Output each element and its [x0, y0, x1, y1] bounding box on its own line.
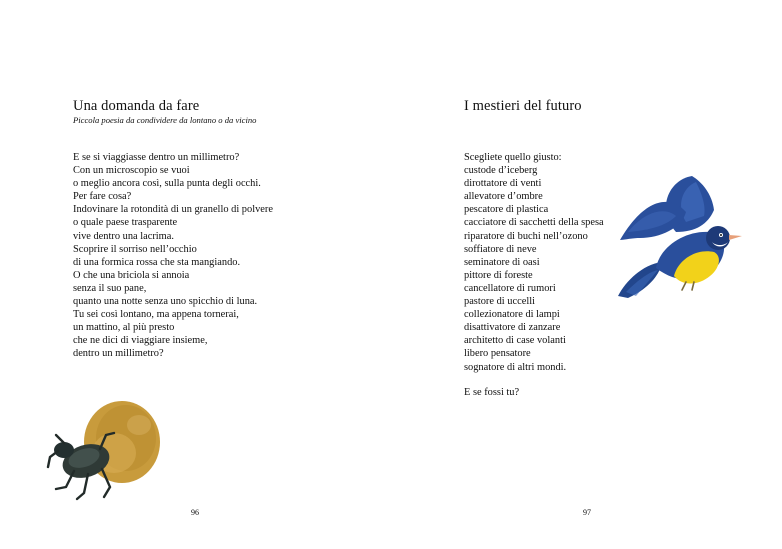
poem-line: dentro un millimetro? [73, 348, 164, 360]
page-number: 96 [191, 508, 199, 517]
poem-line: o meglio ancora così, sulla punta degli occhi. [73, 178, 261, 190]
closing-line: E se fossi tu? [464, 387, 520, 398]
poem-line: cancellatore di rumori [464, 282, 556, 294]
poem-line: senza il suo pane, [73, 282, 147, 294]
poem-line: cacciatore di sacchetti della spesa [464, 217, 604, 229]
poem-line: riparatore di buchi nell’ozono [464, 230, 588, 242]
poem-line: pastore di uccelli [464, 296, 535, 308]
poem-line: pescatore di plastica [464, 204, 549, 216]
poem-line: allevatore d’ombre [464, 191, 543, 203]
poem-line: pittore di foreste [464, 269, 533, 281]
poem-line: vive dentro una lacrima. [73, 230, 174, 242]
poem-body [73, 151, 273, 361]
poem-line: collezionatore di lampi [464, 309, 560, 321]
poem-body [464, 151, 604, 374]
poem-line: dirottatore di venti [464, 178, 542, 190]
poem-line: sognatore di altri mondi. [464, 361, 567, 373]
poem-line: quanto una notte senza uno spicchio di luna. [73, 296, 258, 308]
blue-bird-icon [616, 172, 748, 304]
page-number: 97 [583, 508, 591, 517]
poem-line: Per fare cosa? [73, 191, 132, 203]
poem-line: disattivatore di zanzare [464, 322, 561, 334]
poem-line: Scegliete quello giusto: [464, 152, 562, 163]
poem-line: Scoprire il sorriso nell’occhio [73, 243, 197, 255]
poem-title: Una domanda da fare [73, 98, 200, 114]
right-page [391, 0, 782, 549]
poem-line: architetto di case volanti [464, 335, 566, 347]
poem-line: di una formica rossa che sta mangiando. [73, 256, 241, 268]
poem-line: Tu sei così lontano, ma appena tornerai, [73, 309, 239, 321]
poem-title: I mestieri del futuro [464, 98, 582, 114]
poem-subtitle: Piccola poesia da condividere da lontano o da vicino [73, 115, 257, 125]
poem-line: libero pensatore [464, 348, 531, 360]
poem-line: O che una briciola si annoia [73, 269, 190, 281]
dung-beetle-icon [44, 395, 164, 503]
poem-line: o quale paese trasparente [73, 217, 178, 229]
poem-line: seminatore di oasi [464, 256, 540, 268]
poem-line: soffiatore di neve [464, 243, 537, 255]
poem-line: Indovinare la rotondità di un granello di polvere [73, 204, 273, 216]
poem-line: Con un microscopio se vuoi [73, 165, 190, 177]
poem-line: custode d’iceberg [464, 165, 538, 177]
poem-line: che ne dici di viaggiare insieme, [73, 335, 208, 347]
poem-line: E se si viaggiasse dentro un millimetro? [73, 152, 240, 163]
poem-line: un mattino, al più presto [73, 322, 175, 334]
